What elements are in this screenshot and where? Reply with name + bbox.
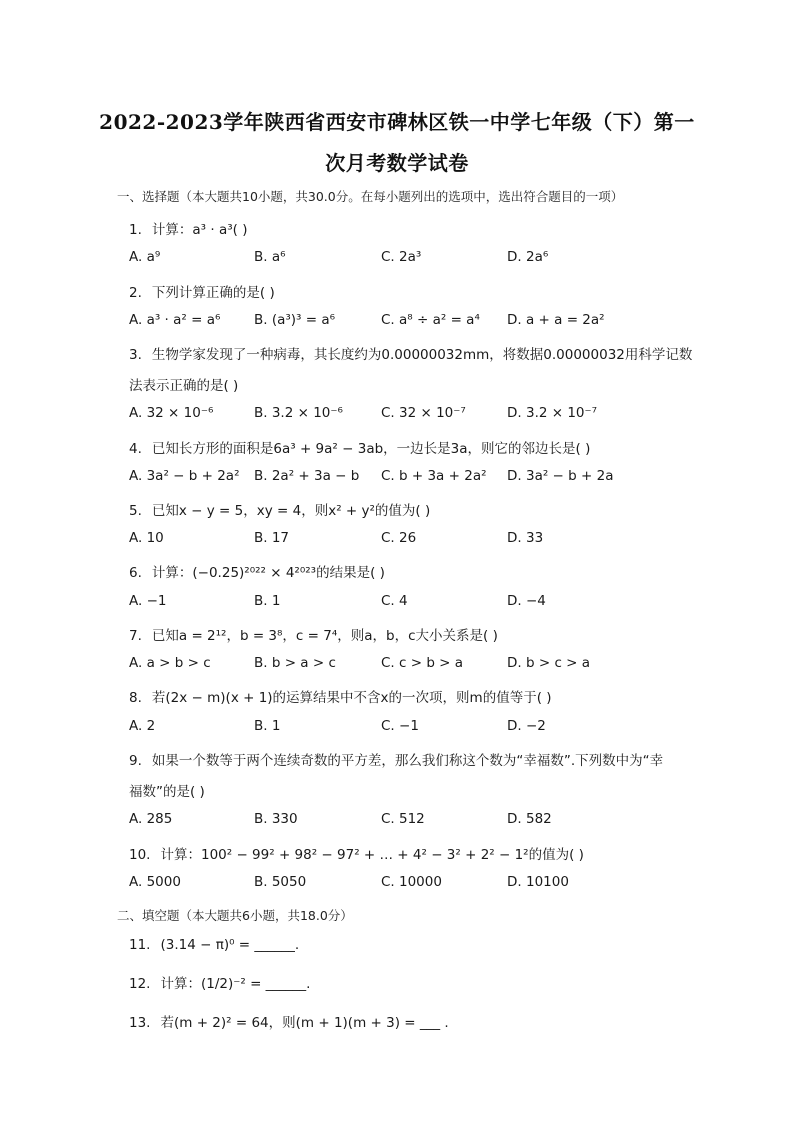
question-text: 若(m + 2)² = 64，则(m + 1)(m + 3) = ___ . (160, 1015, 449, 1031)
question-3 (129, 343, 692, 363)
question-number: 2. (129, 285, 142, 301)
option-b: B. 3.2 × 10⁻⁶ (254, 405, 343, 421)
question-number: 4. (129, 441, 142, 457)
option-a: A. −1 (129, 593, 167, 609)
question-number: 1. (129, 222, 142, 238)
option-a: A. 3a² − b + 2a² (129, 468, 240, 484)
option-d: D. 33 (507, 530, 544, 546)
option-d: D. 3.2 × 10⁻⁷ (507, 405, 598, 421)
option-a: A. a > b > c (129, 655, 211, 671)
question-2 (129, 281, 275, 301)
option-c: C. 10000 (381, 874, 442, 890)
question-6 (129, 561, 385, 581)
question-text: 已知x − y = 5，xy = 4，则x² + y²的值为( ) (151, 503, 431, 519)
option-a: A. 285 (129, 811, 173, 827)
option-c: C. 512 (381, 811, 425, 827)
option-b: B. a⁶ (254, 249, 286, 265)
option-b: B. 2a² + 3a − b (254, 468, 360, 484)
question-text: 计算：(1/2)⁻² = ______. (160, 976, 311, 992)
option-c: C. 32 × 10⁻⁷ (381, 405, 466, 421)
question-number: 11. (129, 937, 151, 953)
option-b: B. 17 (254, 530, 290, 546)
question-text-line1: 生物学家发现了一种病毒，其长度约为0.00000032mm，将数据0.00000032用科学记数 (151, 347, 693, 363)
option-c: C. c > b > a (381, 655, 464, 671)
question-number: 5. (129, 503, 142, 519)
option-d: D. −2 (507, 718, 546, 734)
option-c: C. a⁸ ÷ a² = a⁴ (381, 312, 480, 328)
question-text: 已知a = 2¹²，b = 3⁸，c = 7⁴，则a，b，c大小关系是( ) (151, 628, 498, 644)
option-a: A. 10 (129, 530, 164, 546)
question-9-continued (129, 780, 205, 800)
exam-title-line2: 次月考数学试卷 (325, 151, 469, 175)
option-d: D. b > c > a (507, 655, 591, 671)
question-3-continued (129, 374, 238, 394)
question-7 (129, 624, 498, 644)
option-d: D. 2a⁶ (507, 249, 549, 265)
question-number: 9. (129, 753, 142, 769)
option-b: B. 330 (254, 811, 298, 827)
option-c: C. −1 (381, 718, 419, 734)
option-a: A. 5000 (129, 874, 181, 890)
question-text: 下列计算正确的是( ) (151, 285, 275, 301)
option-b: B. 1 (254, 593, 281, 609)
question-10 (129, 843, 584, 863)
option-c: C. 4 (381, 593, 408, 609)
question-number: 6. (129, 565, 142, 581)
question-text-line2: 福数”的是( ) (129, 784, 205, 800)
option-a: A. 32 × 10⁻⁶ (129, 405, 214, 421)
option-c: C. 26 (381, 530, 417, 546)
option-b: B. 5050 (254, 874, 307, 890)
question-text-line1: 如果一个数等于两个连续奇数的平方差，那么我们称这个数为“幸福数”.下列数中为“幸 (151, 753, 664, 769)
question-12 (129, 972, 310, 992)
section-heading-choice: 一、选择题（本大题共10小题，共30.0分。在每小题列出的选项中，选出符合题目的一项） (117, 189, 624, 204)
option-a: A. a³ · a² = a⁶ (129, 312, 221, 328)
option-d: D. −4 (507, 593, 546, 609)
question-11 (129, 937, 299, 953)
option-c: C. b + 3a + 2a² (381, 468, 487, 484)
option-d: D. 3a² − b + 2a (507, 468, 614, 484)
question-number: 7. (129, 628, 142, 644)
question-number: 8. (129, 690, 142, 706)
question-9 (129, 749, 663, 769)
exam-title-line1: 2022-2023学年陕西省西安市碑林区铁一中学七年级（下）第一 (99, 110, 695, 134)
option-d: D. a + a = 2a² (507, 312, 605, 328)
option-b: B. b > a > c (254, 655, 336, 671)
question-5 (129, 499, 430, 519)
question-text: (3.14 − π)⁰ = ______. (160, 937, 300, 953)
question-text-line2: 法表示正确的是( ) (129, 378, 239, 394)
option-b: B. (a³)³ = a⁶ (254, 312, 336, 328)
option-b: B. 1 (254, 718, 281, 734)
question-text: 若(2x − m)(x + 1)的运算结果中不含x的一次项，则m的值等于( ) (151, 690, 552, 706)
question-number: 3. (129, 347, 142, 363)
question-text: 计算：100² − 99² + 98² − 97² + … + 4² − 3² + 2² − 1²的值为( ) (160, 847, 584, 863)
option-a: A. a⁹ (129, 249, 161, 265)
question-number: 12. (129, 976, 151, 992)
option-a: A. 2 (129, 718, 156, 734)
option-d: D. 10100 (507, 874, 569, 890)
section-heading-fill: 二、填空题（本大题共6小题，共18.0分） (117, 908, 353, 923)
question-8 (129, 686, 552, 706)
question-4 (129, 437, 590, 457)
question-13 (129, 1011, 449, 1031)
question-number: 13. (129, 1015, 151, 1031)
question-text: 计算：(−0.25)²⁰²² × 4²⁰²³的结果是( ) (151, 565, 385, 581)
option-d: D. 582 (507, 811, 552, 827)
option-c: C. 2a³ (381, 249, 422, 265)
question-1 (129, 218, 247, 238)
question-text: 已知长方形的面积是6a³ + 9a² − 3ab，一边长是3a，则它的邻边长是( ) (151, 441, 591, 457)
question-number: 10. (129, 847, 151, 863)
question-text: 计算：a³ · a³( ) (151, 222, 248, 238)
